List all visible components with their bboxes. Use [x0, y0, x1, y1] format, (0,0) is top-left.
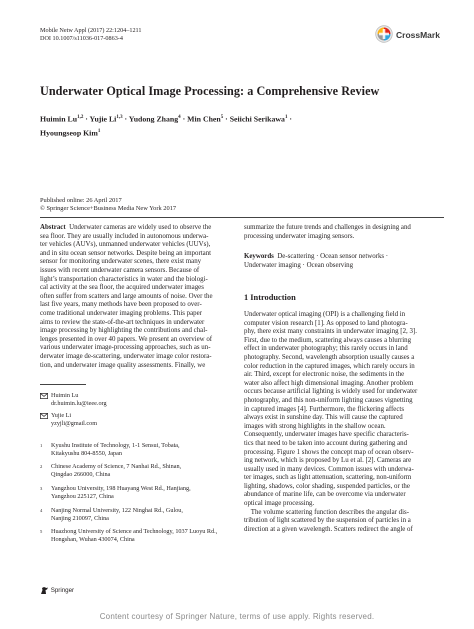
crossmark-badge[interactable]	[375, 25, 447, 43]
body-line: computer vision research [1]. As opposed to land photogra-	[244, 319, 408, 327]
abstract-line: light’s transportation characteristics in water and the biologi-	[40, 275, 208, 283]
author-affiliation-marks: 1,2	[77, 115, 84, 120]
affiliation-line: Yangzhou 225127, China	[51, 493, 114, 500]
affiliation-line: Huazhong University of Science and Technology, 1037 Luoyu Rd.,	[51, 528, 218, 535]
abstract-line: tion, and underwater image quality assessments. Finally, we	[40, 361, 206, 369]
crossmark-label: CrossMark	[396, 30, 440, 40]
author-name[interactable]: Yujie Li	[89, 114, 117, 124]
body-line: tribution of light scattered by the suspension of particles in a	[244, 517, 411, 525]
affiliation-line: Chinese Academy of Science, 7 Nanhai Rd., Shinan,	[51, 463, 182, 470]
affiliation-number: 5	[40, 529, 43, 534]
body-line: always exist in sunshine day. This will cause the captured	[244, 414, 403, 422]
author-name[interactable]: Huimin Lu	[40, 114, 78, 124]
header-divider	[40, 217, 444, 218]
author-affiliation-marks: 5	[220, 115, 224, 120]
contact-name: Huimin Lu	[51, 392, 79, 399]
author-affiliation-marks: 1,3	[116, 115, 123, 120]
author-affiliation-marks: 1	[97, 128, 101, 134]
author-name[interactable]: Hyoungseop Kim	[40, 128, 98, 138]
body-line: phy, there exist many constraints in underwater imaging [2, 3].	[244, 328, 417, 336]
affiliation-line: Nanjing Normal University, 122 Ninghai Rd., Gulou,	[51, 507, 183, 514]
crossmark-icon	[375, 25, 393, 43]
affiliation-number: 4	[40, 508, 43, 513]
body-line: water also affect high dimensional imaging. Another problem	[244, 379, 414, 387]
abstract-line: aims to review the state-of-the-art techniques in underwater	[40, 318, 205, 326]
introduction-body	[244, 311, 442, 534]
affiliation-2	[40, 463, 240, 479]
abstract-line: Abstract Underwater cameras are widely used to observe the	[40, 224, 212, 231]
abstract-line: lenges presented in over 40 papers. We present an overview of	[40, 335, 213, 343]
section-heading-introduction: 1 Introduction	[244, 293, 296, 302]
affiliation-line: Nanjing 210097, China	[51, 515, 109, 522]
keywords-text: Underwater imaging · Ocean observing	[244, 261, 354, 269]
body-line: processing. Figure 1 shows the concept map of ocean observ-	[244, 448, 414, 456]
abstract-line: sea floor. They are usually included in autonomous underwa-	[40, 232, 209, 240]
abstract	[40, 224, 235, 370]
body-line: ter images, such as light attenuation, scattering, non-uniform	[244, 474, 412, 482]
abstract-line: image processing by highlighting the contributions and chal-	[40, 327, 208, 335]
paper-title: Underwater Optical Image Processing: a Comprehensive Review	[40, 84, 380, 98]
abstract-line: often suffer from scatters and large amounts of noise. Over the	[40, 292, 213, 300]
author-name[interactable]: Yudong Zhang	[128, 114, 179, 124]
body-line: effect in underwater photography; this rarely occurs in land	[244, 345, 408, 353]
body-line: The volume scattering function describes the angular dis-	[244, 508, 410, 516]
body-line: images with strong highlights in the shallow ocean.	[244, 422, 386, 430]
copyright-notice: © Springer Science+Business Media New York 2017	[40, 205, 177, 212]
abstract-line: last five years, many methods have been proposed to over-	[40, 301, 202, 309]
affiliation-line: Kitakyushu 804-8550, Japan	[51, 450, 122, 457]
body-line: ing network, which is proposed by Lu et al. [2]. Cameras are	[244, 457, 412, 465]
author-list: Huimin Lu$^{1,2}$ · Yujie Li$^{1,3}$ · Yudong Zhang$^4$ · Min Chen$^5$ · Seiichi Serikawa$^1$ · Hyoungseop Kim$^1$	[40, 114, 293, 138]
doi[interactable]: DOI 10.1007/s11036-017-0863-4	[40, 35, 123, 42]
publication-info	[40, 197, 176, 213]
affiliation-3	[40, 485, 240, 501]
abstract-line: cal activity at the sea floor, the acquired underwater images	[40, 284, 204, 292]
abstract-line: summarize the future trends and challenges in designing and	[244, 224, 411, 231]
keywords-text: De-scattering · Ocean sensor networks ·	[277, 253, 389, 260]
keywords	[244, 253, 442, 270]
affiliation-4	[40, 507, 240, 523]
affiliation-line: Qingdao 266000, China	[51, 471, 111, 478]
body-line: occurs because artificial lighting is widely used for underwater	[244, 388, 418, 396]
abstract-line: derwater image de-scattering, underwater image color restora-	[40, 352, 212, 360]
contact-name: Yujie Li	[51, 412, 72, 419]
envelope-icon	[40, 393, 48, 399]
body-line: First, due to the medium, scattering always causes a blurring	[244, 336, 412, 344]
contact-author-2	[40, 412, 235, 428]
affiliation-number: 1	[40, 443, 43, 448]
affiliation-number: 2	[40, 464, 43, 469]
abstract-label: Abstract	[40, 224, 66, 231]
content-courtesy-footer: Content courtesy of Springer Nature, terms of use apply. Rights reserved.	[99, 612, 375, 621]
body-line: color reduction in the captured images, which rarely occurs in	[244, 362, 415, 370]
body-line: air. Third, except for electronic noise, the sediments in the	[244, 371, 405, 379]
abstract-line: ter vehicles (AUVs), unmanned underwater vehicles (UUVs),	[40, 241, 211, 249]
abstract-continued	[244, 224, 442, 241]
affiliation-1	[40, 442, 240, 458]
affiliation-5	[40, 528, 240, 544]
abstract-line: sensor for monitoring underwater scenes, there exist many	[40, 258, 202, 266]
abstract-line: processing underwater imaging sensors.	[244, 232, 355, 240]
footnote-divider	[40, 384, 86, 385]
body-line: photography. Second, wavelength absorption usually causes a	[244, 353, 415, 361]
publisher-name: Springer	[50, 587, 75, 595]
abstract-line: various underwater image-processing approaches, such as un-	[40, 344, 211, 352]
affiliation-line: Yangzhou University, 198 Huayang West Rd., Hanjiang,	[51, 485, 191, 492]
author-affiliation-marks: 4	[178, 115, 181, 120]
author-name[interactable]: Seiichi Serikawa	[229, 114, 285, 124]
contact-email[interactable]: yzyjli@gmail.com	[51, 420, 98, 427]
publisher-logo	[40, 586, 74, 595]
published-online: Published online: 26 April 2017	[40, 197, 122, 204]
body-line: lighting, shadows, color shading, suspended particles, or the	[244, 482, 410, 490]
abstract-line: and in situ ocean sensor networks. Despite being an important	[40, 249, 212, 257]
author-name[interactable]: Min Chen	[187, 114, 221, 124]
abstract-line: issues with recent underwater camera sensors. Because of	[40, 266, 200, 274]
envelope-icon	[40, 413, 48, 419]
springer-horse-icon	[40, 586, 49, 595]
body-line: abundance of marine life, can be overcome via underwater	[244, 491, 406, 499]
body-line: tics that need to be taken into account during gathering and	[244, 439, 408, 447]
author-affiliation-marks: 1	[284, 115, 288, 120]
keywords-label: Keywords	[244, 253, 274, 260]
body-line: Underwater optical imaging (OPI) is a challenging field in	[244, 311, 406, 318]
contact-author-1	[40, 392, 235, 408]
journal-citation: Mobile Netw Appl (2017) 22:1204–1211	[40, 27, 142, 34]
body-line: usually used in many devices. Common issues with underwa-	[244, 465, 414, 473]
body-line: direction at a given wavelength. Scatters redirect the angle of	[244, 525, 413, 533]
body-line: optical image processing.	[244, 500, 315, 508]
body-line: photography, and this non-uniform lighting causes vignetting	[244, 396, 413, 404]
body-line: in captured images [4]. Furthermore, the flickering affects	[244, 405, 405, 413]
abstract-line: come traditional underwater imaging problems. This paper	[40, 309, 202, 317]
contact-email[interactable]: dr.huimin.lu@ieee.org	[51, 400, 107, 407]
affiliation-number: 3	[40, 486, 43, 491]
affiliation-line: Kyushu Institute of Technology, 1-1 Sensui, Tobata,	[51, 442, 180, 449]
affiliation-line: Hongshan, Wuhan 430074, China	[51, 536, 135, 543]
body-line: Consequently, underwater images have specific characteris-	[244, 431, 409, 439]
